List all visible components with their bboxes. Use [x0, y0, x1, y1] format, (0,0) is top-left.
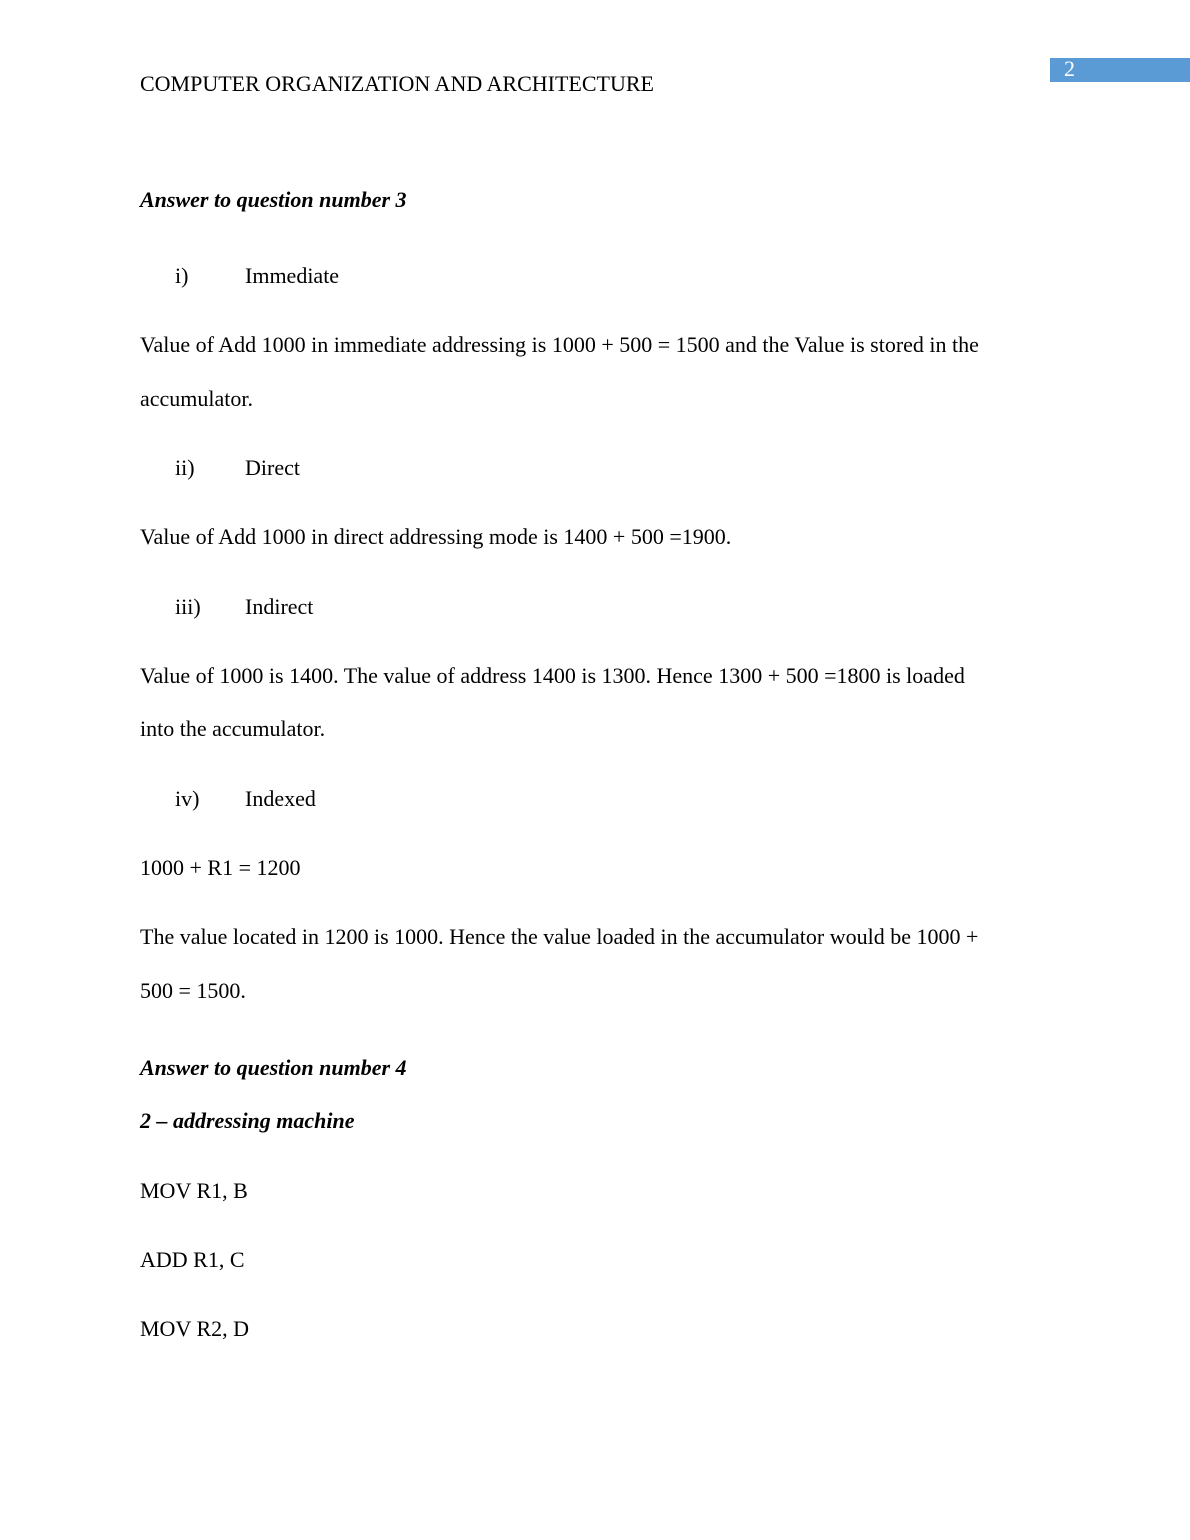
list-label-indexed: Indexed	[245, 786, 316, 811]
immediate-text-line-1: Value of Add 1000 in immediate addressing is 1000 + 500 = 1500 and the Value is stored in the	[140, 332, 979, 357]
direct-text-line: Value of Add 1000 in direct addressing mode is 1400 + 500 =1900.	[140, 524, 732, 549]
immediate-text-line-2: accumulator.	[140, 386, 254, 411]
page-number: 2	[1064, 56, 1075, 81]
indirect-text-line-2: into the accumulator.	[140, 716, 326, 741]
q4-subheading: 2 – addressing machine	[140, 1108, 355, 1133]
list-marker-ii: ii)	[175, 455, 195, 480]
list-label-immediate: Immediate	[245, 263, 340, 288]
q4-heading: Answer to question number 4	[140, 1055, 407, 1080]
indexed-calculation: 1000 + R1 = 1200	[140, 855, 301, 880]
indirect-text-line-1: Value of 1000 is 1400. The value of address 1400 is 1300. Hence 1300 + 500 =1800 is loaded	[140, 663, 965, 688]
indexed-text-line-2: 500 = 1500.	[140, 978, 246, 1003]
page-number-badge	[1050, 58, 1190, 82]
indexed-text-line-1: The value located in 1200 is 1000. Hence the value loaded in the accumulator would be 1000 +	[140, 924, 979, 949]
code-line: ADD R1, C	[140, 1247, 245, 1272]
running-header: COMPUTER ORGANIZATION AND ARCHITECTURE	[140, 71, 654, 96]
q3-heading: Answer to question number 3	[140, 187, 407, 212]
list-label-direct: Direct	[245, 455, 300, 480]
list-marker-i: i)	[175, 263, 189, 288]
code-line: MOV R2, D	[140, 1316, 250, 1341]
list-label-indirect: Indirect	[245, 594, 314, 619]
code-line: MOV R1, B	[140, 1178, 248, 1203]
list-marker-iv: iv)	[175, 786, 200, 811]
list-marker-iii: iii)	[175, 594, 201, 619]
